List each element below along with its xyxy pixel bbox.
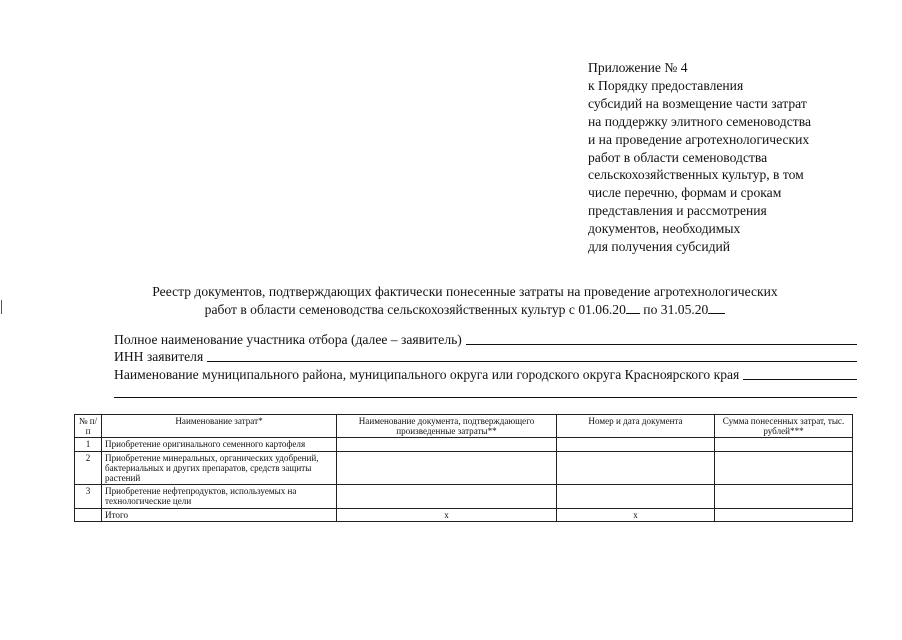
inn-field xyxy=(114,347,857,365)
municipality-input-line[interactable] xyxy=(743,379,857,380)
row-expense-name: Приобретение минеральных, органических удобрений, бактериальных и других препаратов, средств защиты растений xyxy=(102,451,337,485)
participant-input-line[interactable] xyxy=(466,344,857,345)
table-row xyxy=(75,451,853,485)
appendix-line: числе перечню, формам и срокам xyxy=(588,185,782,201)
appendix-line: Приложение № 4 xyxy=(588,60,688,75)
header-expense-name: Наименование затрат* xyxy=(102,415,337,438)
participant-field xyxy=(114,330,857,348)
table-header-row xyxy=(75,415,853,438)
header-number-date: Номер и дата документа xyxy=(557,415,715,438)
row-document-cell[interactable] xyxy=(337,438,557,451)
participant-label: Полное наименование участника отбора (далее – заявитель) xyxy=(114,332,462,347)
total-number-date-mark: x xyxy=(557,508,715,521)
inn-label: ИНН заявителя xyxy=(114,349,204,364)
title-line-2-prefix: работ в области семеноводства сельскохозяйственных культур с 01.06.20 xyxy=(204,302,626,317)
start-year-blank[interactable] xyxy=(626,301,640,314)
row-number-date-cell[interactable] xyxy=(557,438,715,451)
header-num: № п/п xyxy=(75,415,102,438)
row-document-cell[interactable] xyxy=(337,485,557,508)
appendix-line: документов, необходимых xyxy=(588,221,741,237)
row-sum-cell[interactable] xyxy=(715,438,853,451)
row-num: 2 xyxy=(75,451,102,485)
total-sum-cell[interactable] xyxy=(715,508,853,521)
title-line-1: Реестр документов, подтверждающих фактически понесенные затраты на проведение агротехнологических xyxy=(152,284,778,299)
row-num: 3 xyxy=(75,485,102,508)
total-label: Итого xyxy=(102,508,337,521)
appendix-line: представления и рассмотрения xyxy=(588,203,767,219)
appendix-line: и на проведение агротехнологических xyxy=(588,131,810,147)
row-expense-name: Приобретение нефтепродуктов, используемых на технологические цели xyxy=(102,485,337,508)
inn-input-line[interactable] xyxy=(207,361,857,362)
row-sum-cell[interactable] xyxy=(715,485,853,508)
expenses-registry-table xyxy=(74,414,853,522)
appendix-line: субсидий на возмещение части затрат xyxy=(588,95,807,111)
table-row xyxy=(75,438,853,451)
row-document-cell[interactable] xyxy=(337,451,557,485)
registry-title xyxy=(40,283,890,319)
municipality-label: Наименование муниципального района, муниципального округа или городского округа Красноярского края xyxy=(114,367,740,382)
total-document-mark: x xyxy=(337,508,557,521)
row-expense-name: Приобретение оригинального семенного картофеля xyxy=(102,438,337,451)
title-line-2-middle: по 31.05.20 xyxy=(639,302,709,317)
appendix-line: сельскохозяйственных культур, в том xyxy=(588,167,804,183)
table-row xyxy=(75,485,853,508)
row-sum-cell[interactable] xyxy=(715,451,853,485)
appendix-header xyxy=(588,59,888,256)
appendix-line: на поддержку элитного семеноводства xyxy=(588,113,811,129)
row-num: 1 xyxy=(75,438,102,451)
municipality-field xyxy=(114,365,857,383)
header-sum: Сумма понесенных затрат, тыс. рублей*** xyxy=(715,415,853,438)
appendix-line: для получения субсидий xyxy=(588,239,731,255)
end-year-blank[interactable] xyxy=(708,301,725,314)
row-number-date-cell[interactable] xyxy=(557,451,715,485)
header-document-name: Наименование документа, подтверждающего произведенные затраты** xyxy=(337,415,557,438)
margin-mark xyxy=(1,300,2,314)
appendix-line: к Порядку предоставления xyxy=(588,77,744,93)
title-line-2 xyxy=(40,301,890,319)
total-num xyxy=(75,508,102,521)
row-number-date-cell[interactable] xyxy=(557,485,715,508)
appendix-line: работ в области семеноводства xyxy=(588,149,768,165)
table-total-row xyxy=(75,508,853,521)
municipality-continuation-line[interactable] xyxy=(114,397,857,398)
